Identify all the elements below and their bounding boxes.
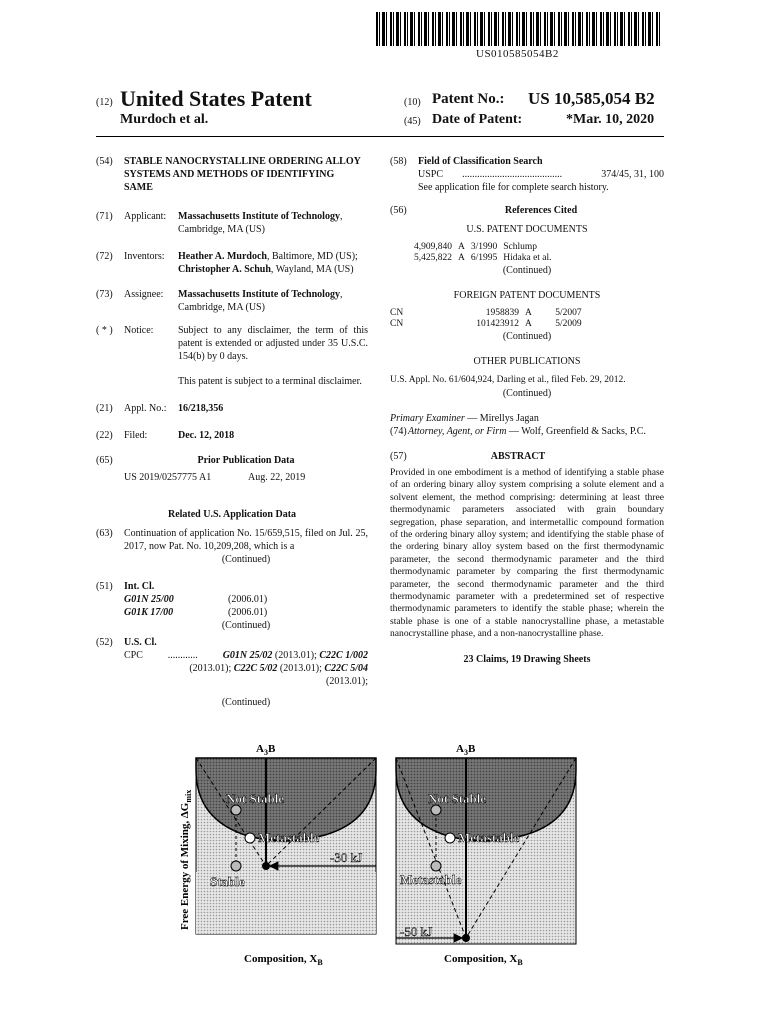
us-doc-name: Schlump: [503, 242, 538, 252]
int-cl-list: [96, 593, 376, 619]
authors: Murdoch et al.: [120, 112, 209, 127]
foreign-doc-date: 5/2009: [555, 319, 582, 329]
foreign-doc-kind: A: [525, 308, 532, 318]
y-axis-label: Free Energy of Mixing, $\Delta G_{mix}$: [179, 789, 193, 930]
prior-pub-heading: Prior Publication Data: [197, 455, 295, 466]
int-cl-row: [124, 606, 376, 619]
int-cl-code: G01N 25/00: [124, 594, 174, 605]
field-51: (51) Int. Cl.: [96, 581, 155, 592]
right-metastable-upper-label: Metastable: [458, 830, 520, 845]
field-71: (71) Applicant: Massachusetts Institute of Technology, Cambridge, MA (US): [96, 211, 343, 235]
abstract-heading: ABSTRACT: [490, 451, 546, 462]
right-not-stable-label: Not Stable: [428, 791, 487, 806]
field-72: (72) Inventors: Heather A. Murdoch, Baltimore, MD (US); Christopher A. Schuh, Wayland, MA (US): [96, 251, 358, 275]
right-top-label: $A_3B$: [456, 743, 476, 757]
field-52: (52) U.S. Cl.: [96, 637, 157, 648]
other-pub-entry: U.S. Appl. No. 61/604,924, Darling et al., filed Feb. 29, 2012.: [390, 375, 626, 385]
us-docs-table: [414, 242, 558, 264]
field-21: (21) Appl. No.: 16/218,356: [96, 403, 224, 414]
other-pubs-heading: OTHER PUBLICATIONS: [473, 356, 581, 367]
right-not-stable-point: [431, 805, 441, 815]
right-metastable-lower-label: Metastable: [400, 872, 462, 887]
right-compound-point: [462, 934, 470, 942]
field-number-45: (45): [404, 116, 421, 127]
right-panel: [396, 743, 576, 967]
foreign-doc-no: 1958839: [485, 308, 520, 318]
field-65: (65) Prior Publication Data: [96, 454, 376, 467]
field-22: (22) Filed: Dec. 12, 2018: [96, 430, 235, 441]
field-notice: ( * ) Notice: Subject to any disclaimer, the term of this patent is extended or adjusted under 35 U.S.C. 154(b) by 0 days. This patent is subject to a terminal disclaimer.: [96, 325, 368, 387]
notice-text: Subject to any disclaimer, the term of this patent is extended or adjusted under 35 U.S.C. 154(b) by 0 days.: [178, 325, 368, 362]
left-metastable-point: [245, 833, 255, 843]
us-doc-kind: A: [458, 242, 465, 252]
field-number-10: (10): [404, 97, 421, 108]
int-cl-version: (2006.01): [228, 594, 268, 605]
figure-drawing: [170, 740, 670, 968]
publication-number: US010585054B2: [476, 48, 559, 60]
us-doc-no: 4,909,840: [414, 242, 452, 252]
us-doc-no: 5,425,822: [414, 253, 452, 263]
left-panel: [196, 743, 376, 967]
foreign-doc-cc: CN: [390, 319, 404, 329]
right-x-axis-label: Composition, $X_B$: [444, 953, 523, 967]
terminal-disclaimer: This patent is subject to a terminal disclaimer.: [178, 376, 362, 387]
int-cl-version: (2006.01): [228, 607, 268, 618]
foreign-doc-date: 5/2007: [555, 308, 582, 318]
int-cl-code: G01K 17/00: [124, 607, 174, 618]
barcode: [376, 12, 662, 46]
foreign-docs-table: [390, 308, 600, 330]
header-rule: [96, 136, 664, 137]
right-metastable-point: [445, 833, 455, 843]
us-doc-row: [414, 253, 558, 264]
continuation-text: Continuation of application No. 15/659,515, filed on Jul. 25, 2017, now Pat. No. 10,209,208, which is a: [124, 528, 368, 552]
document-type: United States Patent: [120, 86, 312, 111]
assignee-name: Massachusetts Institute of Technology: [178, 289, 340, 300]
filed-date: Dec. 12, 2018: [178, 430, 235, 441]
field-number-12: (12): [96, 97, 113, 108]
right-column: (58) Field of Classification Search USPC ........................................ 374/45, 31, 100 See application file for complete search history. (56) References Cited U.S. PATENT DOCUMENTS 4,909,840 A 3/1990 Schlump 5,425,822 A 6/1995 Hidaka et al. (Continued) FOREIGN PATENT DOCUMENTS CN 1958839 A 5/2007 CN 101423912 A 5/2009 (Continued) OTHER PUBLICATIONS U.S. Appl. No. 61/604,924, Darling et al., filed Feb. 29, 2012. (Continued) Primary Examiner — Mirellys Jagan (74) Attorney, Agent, or Firm — Wolf, Greenfield & Sacks, P.C. (57) ABSTRACT Provided in one embodiment is a method of identifying a stable phase of an ordering binary alloy system comprising a solute element and a solvent element, the method comprising: determining at least three thermodynamic parameters associated with grain boundary segregation, phase separation, and intermetallic compound formation of the ordering binary alloy system; and identifying the stable phase of the ordering binary alloy system based on the first thermodynamic parameter, the second thermodynamic parameter and the third thermodynamic parameter by comparing the first thermodynamic parameter, the second thermodynamic parameter and the third thermodynamic parameter with a predetermined set of respective thermodynamic parameters to identify the stable phase; wherein the stable phase is one of a stable nanocrystalline phase, a metastable nanocrystalline phase, and a non-nanocrystalline phase. 23 Claims, 19 Drawing Sheets: [390, 156, 664, 665]
patent-no-label: Patent No.:: [432, 91, 505, 107]
left-stable-point: [231, 861, 241, 871]
left-not-stable-point: [231, 805, 241, 815]
left-compound-point: [262, 862, 270, 870]
appl-no: 16/218,356: [178, 403, 224, 414]
primary-examiner: Primary Examiner — Mirellys Jagan: [390, 413, 539, 424]
patent-number: US 10,585,054 B2: [528, 89, 655, 108]
cpc-classes: CPC ............ G01N 25/02 (2013.01); C22C 1/002 (2013.01); C22C 5/02 (2013.01); C22C 5/04 (2013.01);: [124, 650, 368, 687]
field-58: (58) Field of Classification Search: [390, 156, 543, 167]
left-column: (54) STABLE NANOCRYSTALLINE ORDERING ALLOY SYSTEMS AND METHODS OF IDENTIFYING SAME (71) Applicant: Massachusetts Institute of Technology, Cambridge, MA (US) (72) Inventors: Heather A. Murdoch, Baltimore, MD (US); Christopher A. Schuh, Wayland, MA (US) (73) Assignee: Massachusetts Institute of Technology, Cambridge, MA (US) ( * ) Notice: Subject to any disclaimer, the term of this patent is extended or adjusted under 35 U.S.C. 154(b) by 0 days. This patent is subject to a terminal disclaimer. (21) Appl. No.: 16/218,356 (22) Filed: Dec. 12, 2018 (65) Prior Publication Data US 2019/0257775 A1 Aug. 22, 2019 Related U.S. Application Data (63) Continuation of application No. 15/659,515, filed on Jul. 25, 2017, now Pat. No. 10,209,208, which is a (Continued) (51) Int. Cl. G01N 25/00 (2006.01) G01K 17/00 (2006.01) (Continued) (52) U.S. Cl. CPC ............ G01N 25/02 (2013.01); C22C 1/002 (2013.01); C22C 5/02 (2013.01); C22C 5/04 (2013.01); (Continued): [96, 155, 376, 709]
uspc-row: USPC ........................................ 374/45, 31, 100 See application file for complete search history.: [418, 169, 664, 193]
us-doc-row: [414, 242, 558, 253]
patent-date: *Mar. 10, 2020: [566, 112, 655, 127]
us-doc-date: 6/1995: [470, 253, 498, 263]
int-cl-row: [124, 593, 376, 606]
field-56: (56) References Cited: [390, 205, 578, 216]
foreign-doc-cc: CN: [390, 308, 404, 318]
inventor-2: Christopher A. Schuh: [178, 264, 271, 275]
us-doc-name: Hidaka et al.: [503, 253, 552, 263]
related-heading: Related U.S. Application Data: [167, 509, 297, 520]
us-docs-heading: U.S. PATENT DOCUMENTS: [466, 224, 588, 235]
foreign-doc-no: 101423912: [476, 319, 520, 329]
us-doc-kind: A: [458, 253, 465, 263]
us-doc-date: 3/1990: [470, 242, 498, 252]
left-not-stable-label: Not Stable: [226, 791, 285, 806]
left-top-label: $A_3B$: [256, 743, 276, 757]
prior-pub-row: US 2019/0257775 A1 Aug. 22, 2019: [124, 472, 306, 483]
right-lower-metastable-point: [431, 861, 441, 871]
left-x-axis-label: Composition, $X_B$: [244, 953, 323, 967]
patent-title: STABLE NANOCRYSTALLINE ORDERING ALLOY SYSTEMS AND METHODS OF IDENTIFYING SAME: [124, 156, 361, 193]
left-metastable-label: Metastable: [258, 830, 320, 845]
claims-sheets: 23 Claims, 19 Drawing Sheets: [463, 653, 591, 665]
left-stable-label: Stable: [210, 874, 245, 889]
field-57: (57) ABSTRACT: [390, 450, 664, 463]
right-energy-label: -50 kJ: [400, 924, 433, 939]
foreign-docs-heading: FOREIGN PATENT DOCUMENTS: [453, 290, 601, 301]
date-label: Date of Patent:: [432, 112, 523, 127]
inventor-1: Heather A. Murdoch: [178, 251, 267, 262]
abstract-text: Provided in one embodiment is a method of identifying a stable phase of an ordering binary alloy system comprising a solute element and a solvent element, the method comprising: determining at least three thermodynamic parameters associated with grain boundary segregation, phase separation, and intermetallic compound formation of the ordering binary alloy system; and identifying the stable phase of the ordering binary alloy system based on the first thermodynamic parameter, the second thermodynamic parameter and the third thermodynamic parameter by comparing the first thermodynamic parameter, the second thermodynamic parameter and the third thermodynamic parameter with a predetermined set of respective thermodynamic parameters to identify the stable phase; wherein the stable phase is one of a stable nanocrystalline phase, a metastable nanocrystalline phase, and a non-nanocrystalline phase.: [390, 467, 664, 640]
applicant-name: Massachusetts Institute of Technology: [178, 211, 340, 222]
left-energy-label: -30 kJ: [330, 850, 363, 865]
field-63: (63) Continuation of application No. 15/659,515, filed on Jul. 25, 2017, now Pat. No. 10,209,208, which is a: [96, 528, 368, 552]
field-54: (54) STABLE NANOCRYSTALLINE ORDERING ALLOY SYSTEMS AND METHODS OF IDENTIFYING SAME: [96, 156, 361, 193]
foreign-doc-kind: A: [525, 319, 532, 329]
field-74: (74) Attorney, Agent, or Firm — Wolf, Greenfield & Sacks, P.C.: [390, 426, 646, 437]
field-73: (73) Assignee: Massachusetts Institute of Technology, Cambridge, MA (US): [96, 289, 343, 313]
foreign-doc-row: [390, 308, 600, 319]
foreign-doc-row: [390, 319, 600, 330]
